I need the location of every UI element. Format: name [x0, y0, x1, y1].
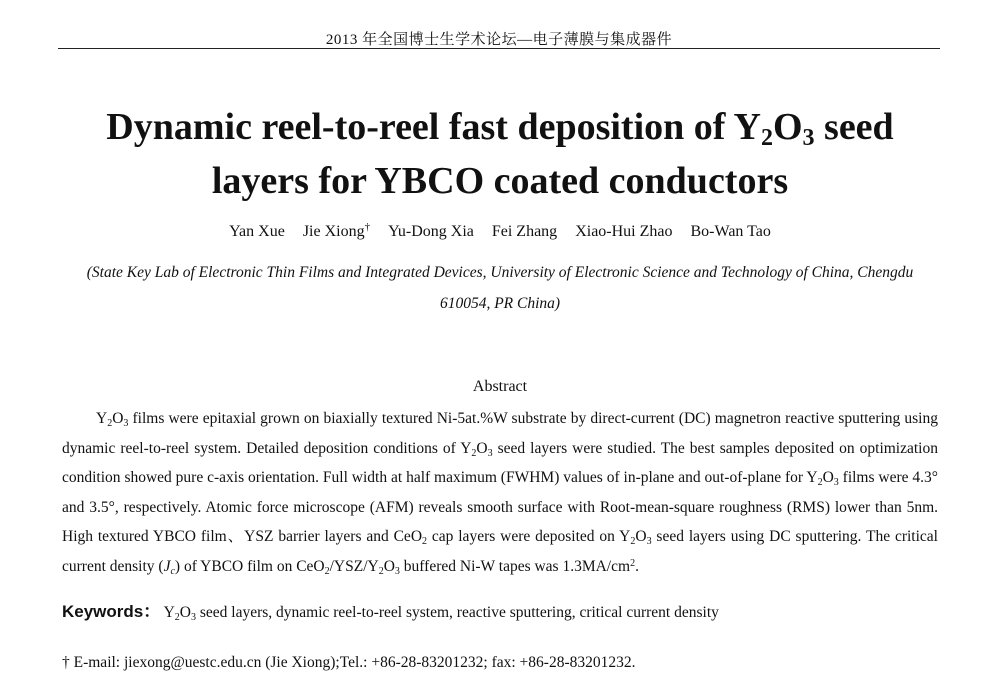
author: Xiao-Hui Zhao	[575, 223, 673, 240]
author: Bo-Wan Tao	[690, 223, 771, 240]
title-text: Dynamic reel-to-reel fast deposition of Y	[106, 106, 761, 148]
title-subscript: 2	[760, 125, 773, 151]
header-rule	[58, 48, 940, 49]
author-name: Jie Xiong	[302, 223, 365, 240]
author: Yan Xue	[229, 223, 285, 240]
abstract-heading: Abstract	[472, 378, 528, 395]
keywords-label: Keywords：	[62, 602, 161, 621]
author-corresponding	[303, 223, 370, 240]
affiliation: (State Key Lab of Electronic Thin Films and Integrated Devices, University of Electronic Science and Technology of China, Chengdu 610054, PR China)	[86, 264, 914, 312]
title-text: O	[772, 106, 803, 148]
author: Yu-Dong Xia	[388, 223, 474, 240]
paper-title	[40, 100, 960, 208]
abstract-body: $Y_2O_3$ films were epitaxial grown on biaxially textured Ni-5at.%W substrate by direct-current (DC) magnetron reactive sputtering using dynamic reel-to-reel system. Detailed deposition conditions of $Y_2O_3$ seed layers were studied. The best samples deposited on optimization condition showed pure c-axis orientation. Full width at half maximum (FWHM) values of in-plane and out-of-plane for $Y_2O_3$ films were 4.3° and 3.5°, respectively. Atomic force microscope (AFM) reveals smooth surface with Root-mean-square roughness (RMS) lower than 5nm. High textured YBCO film、YSZ barrier layers and CeO$_2$ cap layers were deposited on $Y_2O_3$ seed layers using DC sputtering. The critical current density $(J_c)$ of YBCO film on $CeO_2/YSZ/Y_2O_3$ buffered Ni-W tapes was $1.3MA/cm^2$.	[62, 410, 938, 577]
running-header: 2013 年全国博士生学术论坛—电子薄膜与集成器件	[325, 32, 673, 48]
keywords: Keywords： $Y_2O_3$ seed layers, dynamic reel-to-reel system, reactive sputtering, critical current density	[62, 602, 719, 623]
author: Fei Zhang	[491, 223, 558, 240]
title-subscript: 3	[802, 125, 815, 151]
title-line-2: layers for YBCO coated conductors	[211, 160, 789, 202]
author-list	[40, 223, 960, 241]
title-text: seed	[814, 106, 894, 148]
footnote-contact: † E-mail: jiexong@uestc.edu.cn (Jie Xiong);Tel.: +86-28-83201232; fax: +86-28-83201232.	[62, 654, 636, 671]
corresponding-mark: †	[364, 221, 371, 233]
